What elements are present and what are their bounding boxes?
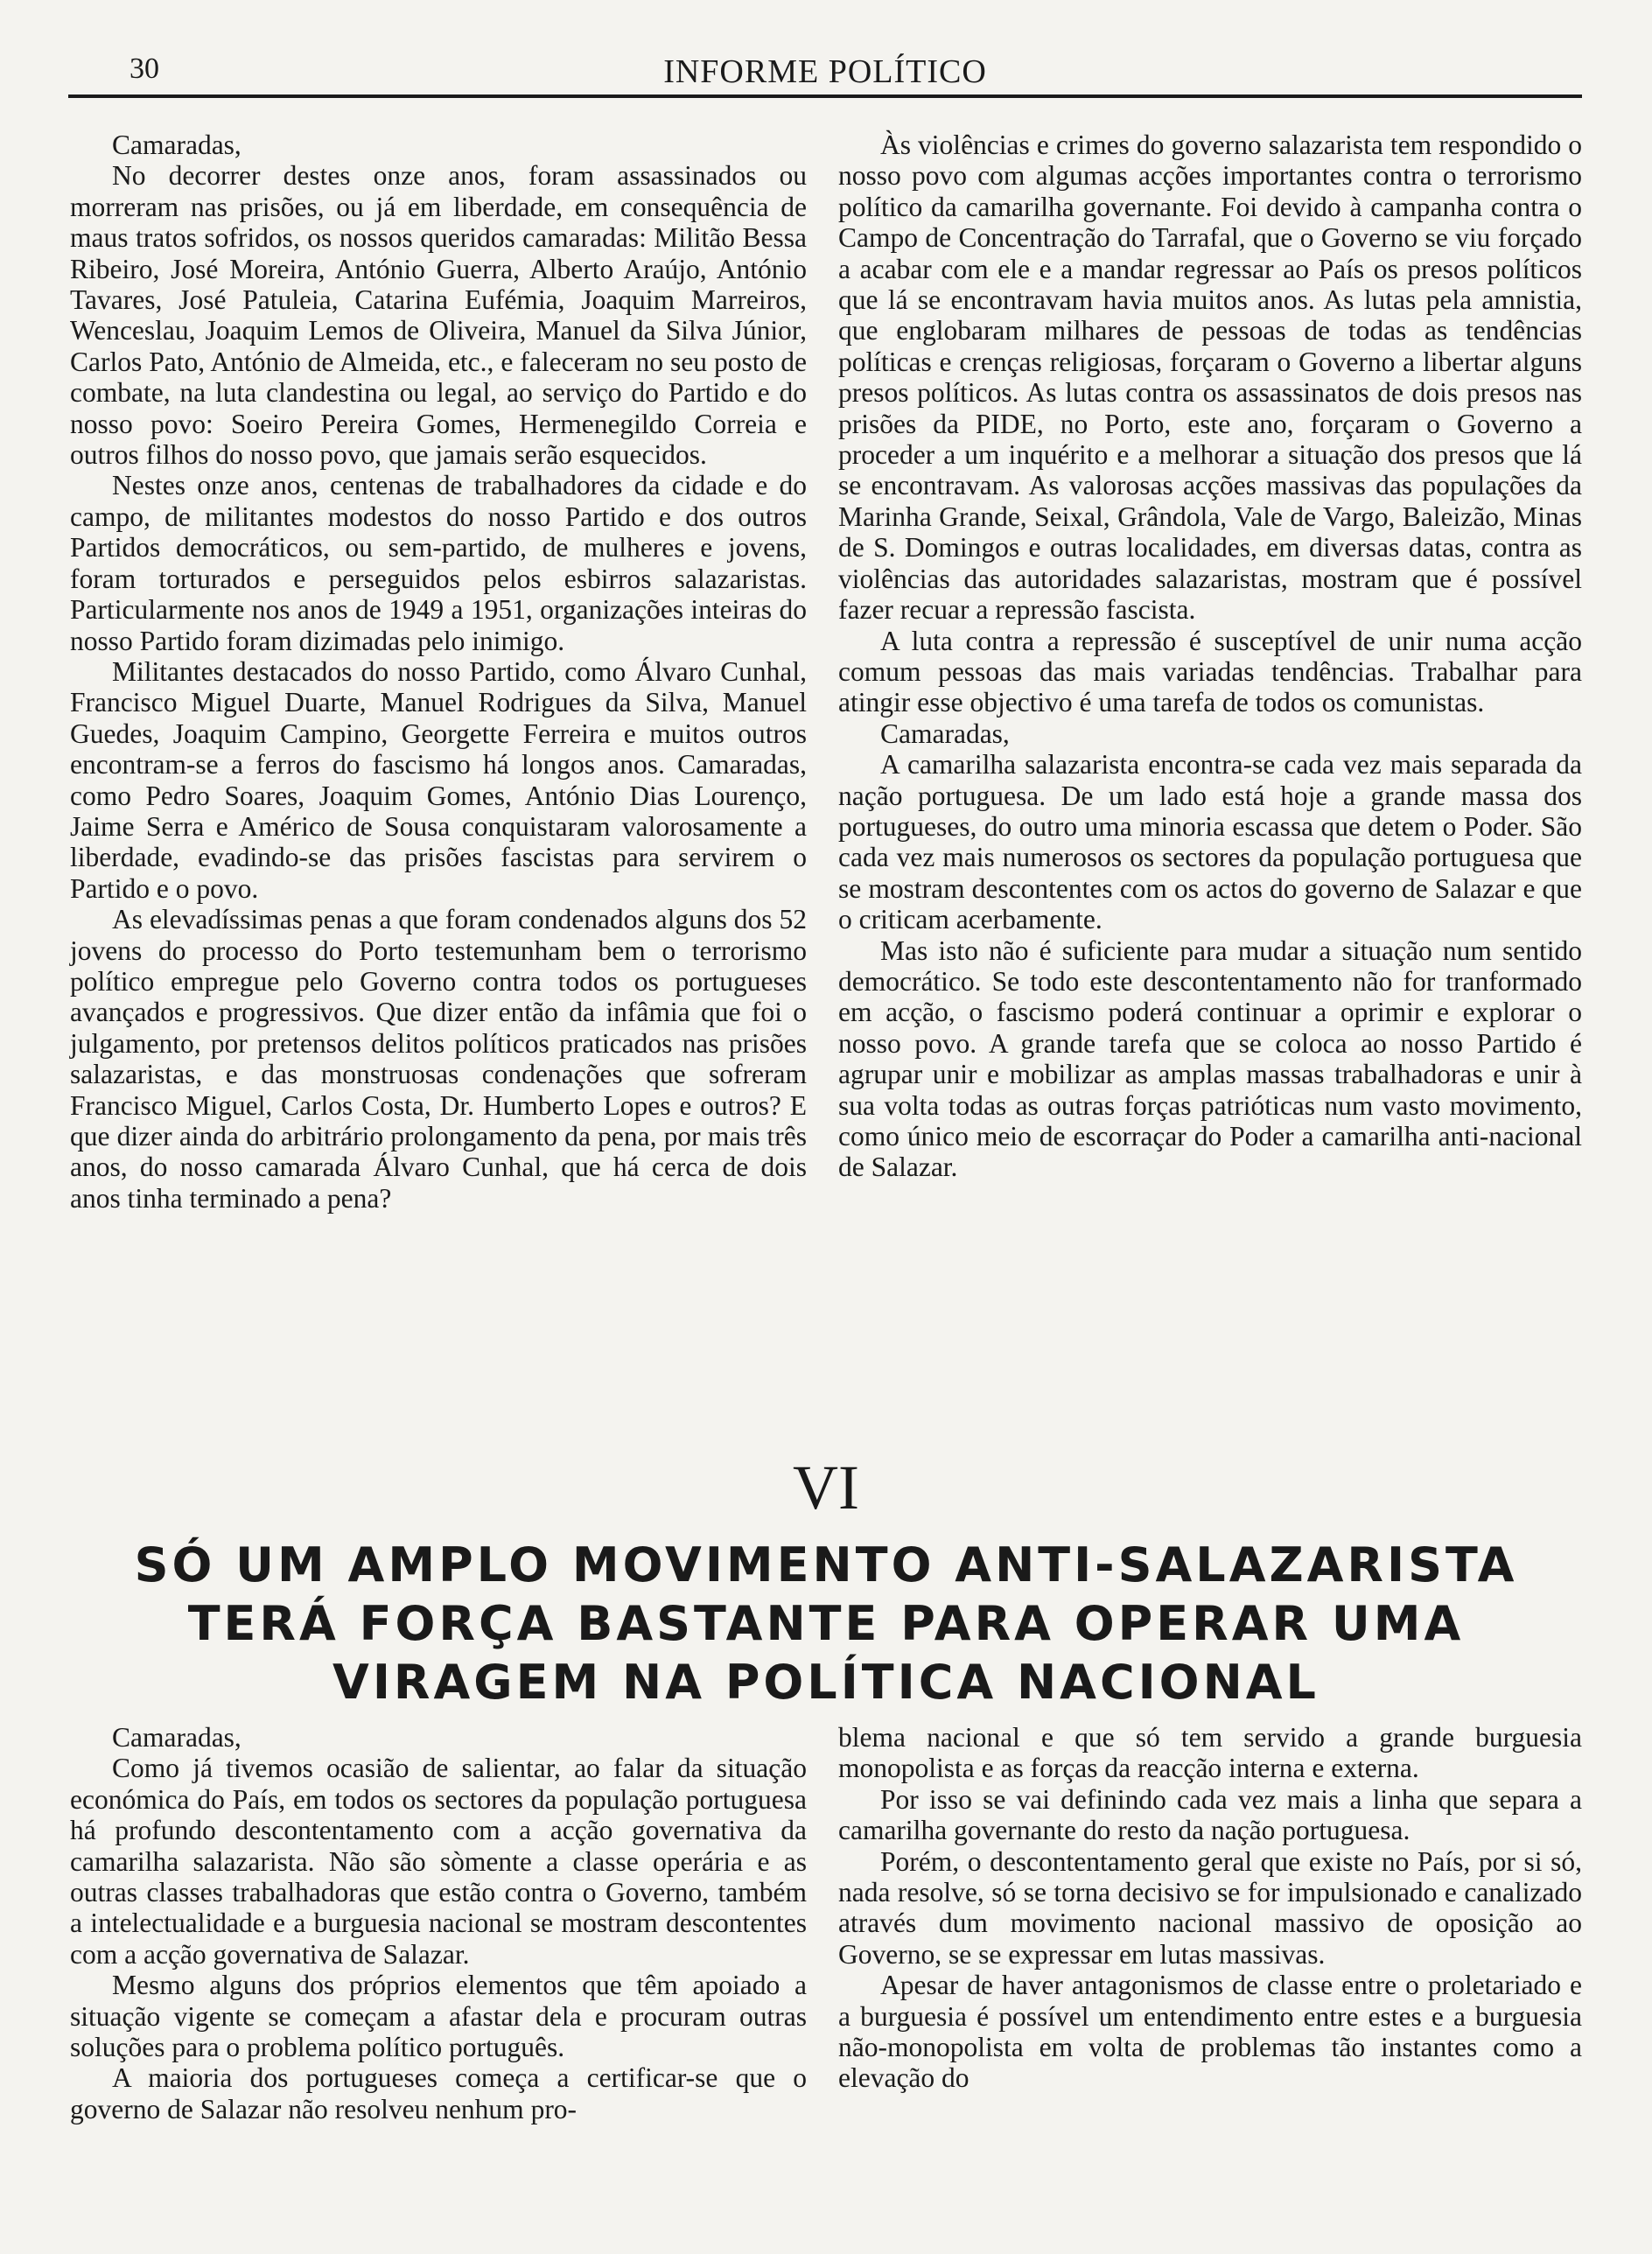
section-heading bbox=[114, 1536, 1538, 1712]
paragraph: Camaradas, bbox=[112, 130, 242, 160]
paragraph: Camaradas, bbox=[112, 1722, 242, 1753]
paragraph: Às violências e crimes do governo salazarista tem respondido o nosso povo com algumas acções importantes contra o terrorismo político da camarilha governante. Foi devido à campanha contra o Campo de Concentração do Tarrafal, que o Governo se viu forçado a acabar com ele e a mandar regressar ao País os presos políticos que lá se encontravam havia muitos anos. As lutas pela amnistia, que englobaram milhares de pessoas de todas as tendências políticas e crenças religiosas, forçaram o Governo a libertar alguns presos políticos. As lutas contra os assassinatos de dois presos nas prisões da PIDE, no Porto, este ano, forçaram o Governo a proceder a um inquérito e a melhorar a situação dos presos que lá se encontravam. As valorosas acções massivas das populações da Marinha Grande, Seixal, Grândola, Vale de Vargo, Baleizão, Minas de S. Domingos e outras localidades, em diversas datas, contra as violências das autoridades salazaristas, mostram que é possível fazer recuar a repressão fascista. bbox=[838, 130, 1582, 626]
paragraph: Por isso se vai definindo cada vez mais a linha que separa a camarilha governante do resto da nação portuguesa. bbox=[838, 1783, 1582, 1846]
section-numeral: VI bbox=[793, 1452, 859, 1522]
paragraph: A maioria dos portugueses começa a certificar-se que o governo de Salazar não resolveu nenhum pro- bbox=[70, 2062, 807, 2124]
paragraph: Camaradas, bbox=[880, 718, 1010, 749]
paragraph: Apesar de haver antagonismos de classe entre o proletariado e a burguesia é possível um entendimento entre estes e a burguesia não-monopolista em volta de problemas tão instantes como a elevação do bbox=[838, 1970, 1582, 2094]
paragraph: Mesmo alguns dos próprios elementos que têm apoiado a situação vigente se começam a afastar dela e procuram outras soluções para o problema político português. bbox=[70, 1970, 807, 2063]
page-number: 30 bbox=[130, 52, 159, 85]
top-left-column bbox=[70, 130, 807, 1214]
paragraph: Porém, o descontentamento geral que existe no País, por si só, nada resolve, só se torna decisivo se for impulsionado e canalizado através dum movimento nacional massivo de oposição ao Governo, se se expressar em lutas massivas. bbox=[838, 1845, 1582, 1970]
paragraph: A luta contra a repressão é susceptível de unir numa acção comum pessoas das mais variadas tendências. Trabalhar para atingir esse objectivo é uma tarefa de todos os comunistas. bbox=[838, 625, 1582, 718]
paragraph: Nestes onze anos, centenas de trabalhadores da cidade e do campo, de militantes modestos do nosso Partido e dos outros Partidos democráticos, ou sem-partido, de mulheres e jovens, foram torturados e perseguidos pelos esbirros salazaristas. Particularmente nos anos de 1949 a 1951, organizações inteiras do nosso Partido foram dizimadas pelo inimigo. bbox=[70, 470, 807, 656]
section-heading-line: VIRAGEM NA POLÍTICA NACIONAL bbox=[332, 1655, 1320, 1710]
paragraph: Como já tivemos ocasião de salientar, ao falar da situação económica do País, em todos os sectores da população portuguesa há profundo descontentamento com a acção governativa da camarilha salazarista. Não são sòmente a classe operária e as outras classes trabalhadoras que estão contra o Governo, também a intelectualidade e a burguesia nacional se mostram descontentes com a acção governativa de Salazar. bbox=[70, 1753, 807, 1970]
paragraph: blema nacional e que só tem servido a grande burguesia monopolista e as forças da reacção interna e externa. bbox=[838, 1722, 1582, 1784]
section-heading-line: TERÁ FORÇA BASTANTE PARA OPERAR UMA bbox=[187, 1596, 1465, 1651]
top-right-column bbox=[838, 130, 1582, 1183]
paragraph: Militantes destacados do nosso Partido, como Álvaro Cunhal, Francisco Miguel Duarte, Manuel Rodrigues da Silva, Manuel Guedes, Joaquim Campino, Georgette Ferreira e muitos outros encontram-se a ferros do fascismo há longos anos. Camaradas, como Pedro Soares, Joaquim Gomes, António Dias Lourenço, Jaime Serra e Américo de Sousa conquistaram valorosamente a liberdade, evadindo-se das prisões fascistas para servirem o Partido e o povo. bbox=[70, 655, 807, 904]
paragraph: Mas isto não é suficiente para mudar a situação num sentido democrático. Se todo este descontentamento não for tranformado em acção, o fascismo poderá continuar a oprimir e explorar o nosso povo. A grande tarefa que se coloca ao nosso Partido é agrupar unir e mobilizar as amplas massas trabalhadoras e unir à sua volta todas as outras forças patrióticas num vasto movimento, como único meio de escorraçar do Poder a camarilha anti-nacional de Salazar. bbox=[838, 934, 1582, 1183]
bottom-right-column bbox=[838, 1722, 1582, 2094]
paragraph: No decorrer destes onze anos, foram assassinados ou morreram nas prisões, ou já em liberdade, em consequência de maus tratos sofridos, os nossos queridos camaradas: Militão Bessa Ribeiro, José Moreira, António Guerra, Alberto Araújo, António Tavares, José Patuleia, Catarina Eufémia, Joaquim Marreiros, Wenceslau, Joaquim Lemos de Oliveira, Manuel da Silva Júnior, Carlos Pato, António de Almeida, etc., e faleceram no seu posto de combate, na luta clandestina ou legal, ao serviço do Partido e do nosso povo: Soeiro Pereira Gomes, Hermenegildo Correia e outros filhos do nosso povo, que jamais serão esquecidos. bbox=[70, 160, 807, 471]
section-heading-line: SÓ UM AMPLO MOVIMENTO ANTI-SALAZARISTA bbox=[134, 1537, 1518, 1592]
paragraph: As elevadíssimas penas a que foram condenados alguns dos 52 jovens do processo do Porto testemunham bem o terrorismo político empregue pelo Governo contra todos os portugueses avançados e progressivos. Que dizer então da infâmia que foi o julgamento, por pretensos delitos políticos praticados nas prisões salazaristas, e das monstruosas condenações que sofreram Francisco Miguel, Carlos Costa, Dr. Humberto Lopes e outros? E que dizer ainda do arbitrário prolongamento da pena, por mais três anos, do nosso camarada Álvaro Cunhal, que há cerca de dois anos tinha terminado a pena? bbox=[70, 904, 807, 1214]
paragraph: A camarilha salazarista encontra-se cada vez mais separada da nação portuguesa. De um lado está hoje a grande massa dos portugueses, do outro uma minoria escassa que detem o Poder. São cada vez mais numerosos os sectores da população portuguesa que se mostram descontentes com os actos do governo de Salazar e que o criticam acerbamente. bbox=[838, 749, 1582, 935]
header-rule bbox=[68, 94, 1582, 98]
bottom-left-column bbox=[70, 1722, 807, 2124]
running-title: INFORME POLÍTICO bbox=[663, 53, 987, 90]
